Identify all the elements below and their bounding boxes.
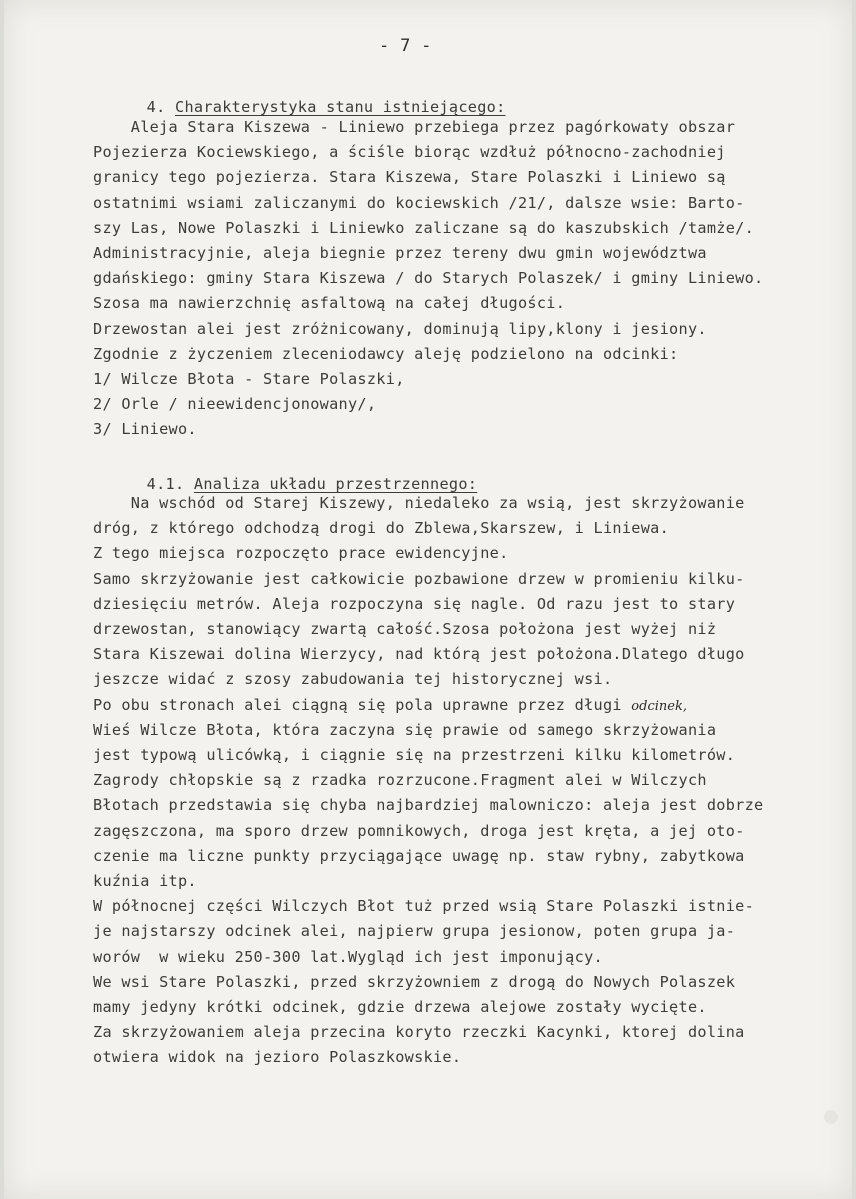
text-line: dziesięciu metrów. Aleja rozpoczyna się nagle. Od razu jest to stary: [93, 594, 736, 613]
text-line: Po obu stronach alei ciągną się pola uprawne przez długi: [93, 695, 632, 714]
text-line: 1/ Wilcze Błota - Stare Polaszki,: [93, 370, 405, 388]
text-line: ostatnimi wsiami zaliczanymi do kociewskich /21/, dalsze wsie: Barto-: [93, 193, 745, 212]
text-line: Wieś Wilcze Błota, która zaczyna się prawie od samego skrzyżowania: [93, 720, 717, 739]
text-line: Błotach przedstawia się chyba najbardziej malowniczo: aleja jest dobrze: [93, 796, 764, 815]
text-line: Administracyjnie, aleja biegnie przez tereny dwu gmin województwa: [93, 244, 707, 262]
text-line: kuźnia itp.: [93, 872, 197, 890]
text-line: gdańskiego: gminy Stara Kiszewa / do Starych Polaszek/ i gminy Liniewo.: [93, 269, 764, 288]
text-line: worów w wieku 250-300 lat.Wygląd ich jest imponujący.: [93, 947, 603, 966]
section-4-1-title: Analiza układu przestrzennego:: [193, 475, 478, 493]
text-line: Aleja Stara Kiszewa - Liniewo przebiega przez pagórkowaty obszar: [93, 118, 736, 136]
text-line: jest typową ulicówką, i ciągnie się na przestrzeni kilku kilometrów.: [93, 746, 736, 764]
text-line: Pojezierza Kociewskiego, a ściśle biorąc wzdłuż północno-zachodniej: [93, 143, 726, 162]
text-line: Samo skrzyżowanie jest całkowicie pozbawione drzew w promieniu kilku-: [93, 569, 745, 588]
text-line: Stara Kiszewai dolina Wierzycy, nad którą jest położona.Dlatego długo: [93, 645, 745, 664]
text-line: Szosa ma nawierzchnię asfaltową na całej długości.: [93, 294, 566, 313]
text-line: We wsi Stare Polaszki, przed skrzyżowniem z drogą do Nowych Polaszek: [93, 972, 736, 991]
text-line: czenie ma liczne punkty przyciągające uwagę np. staw rybny, zabytkowa: [93, 846, 745, 865]
text-line: mamy jedyny krótki odcinek, gdzie drzewa alejowe zostały wycięte.: [93, 998, 707, 1016]
text-line: Na wschód od Starej Kiszewy, niedaleko za wsią, jest skrzyżowanie: [93, 494, 745, 512]
text-line: W północnej części Wilczych Błot tuż przed wsią Stare Polaszki istnie-: [93, 897, 755, 916]
page-number: - 7 -: [379, 36, 432, 56]
text-line: zagęszczona, ma sporo drzew pomnikowych, droga jest kręta, a jej oto-: [93, 821, 745, 840]
text-line: 2/ Orle / nieewidencjonowany/,: [93, 395, 377, 414]
text-line: 3/ Liniewo.: [93, 420, 197, 439]
section-4-title: Charakterystyka stanu istniejącego:: [175, 98, 506, 116]
text-line: granicy tego pojezierza. Stara Kiszewa, Stare Polaszki i Liniewo są: [93, 168, 726, 187]
typewritten-text: [4, 0, 852, 1199]
text-line-with-note: [93, 695, 687, 717]
text-line: Drzewostan alei jest zróżnicowany, dominują lipy,klony i jesiony.: [93, 319, 707, 338]
text-line: je najstarszy odcinek alei, najpierw grupa jesionow, poten grupa ja-: [93, 922, 736, 941]
document-page: [4, 0, 852, 1199]
text-line: dróg, z którego odchodzą drogi do Zblewa,Skarszew, i Liniewa.: [93, 519, 670, 538]
text-line: jeszcze widać z szosy zabudowania tej historycznej wsi.: [93, 670, 613, 689]
handwritten-insertion: odcinek,: [631, 698, 687, 714]
text-line: Zagrody chłopskie są z rzadka rozrzucone.Fragment alei w Wilczych: [93, 771, 707, 790]
text-line: Zgodnie z życzeniem zleceniodawcy aleję podzielono na odcinki:: [93, 344, 679, 363]
text-line: Z tego miejsca rozpoczęto prace ewidencyjne.: [93, 544, 509, 563]
text-line: szy Las, Nowe Polaszki i Liniewko zaliczane są do kaszubskich /tamże/.: [93, 218, 755, 237]
section-4-number: 4.: [146, 98, 166, 116]
section-4-1-number: 4.1.: [146, 475, 185, 493]
text-line: otwiera widok na jezioro Polaszkowskie.: [93, 1048, 462, 1067]
text-line: drzewostan, stanowiący zwartą całość.Szosa położona jest wyżej niż: [93, 620, 717, 638]
text-line: Za skrzyżowaniem aleja przecina koryto rzeczki Kacynki, ktorej dolina: [93, 1023, 745, 1042]
